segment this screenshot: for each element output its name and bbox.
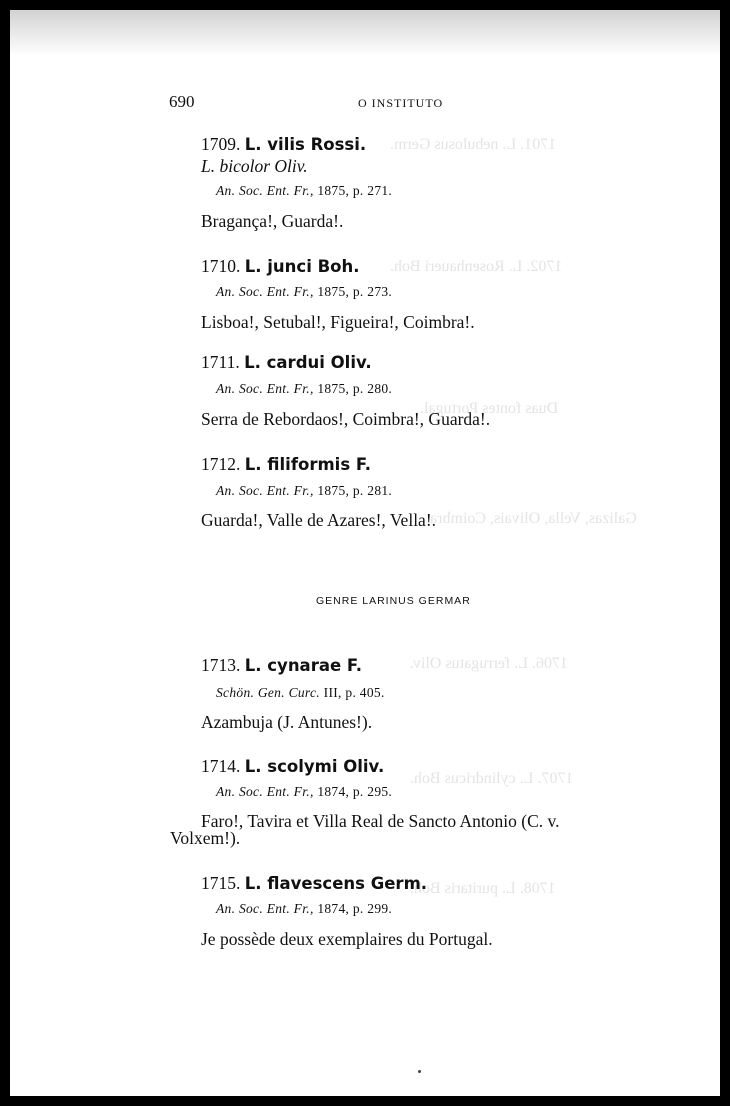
document-page	[10, 10, 720, 1096]
species-name: L. vilis Rossi.	[244, 135, 367, 154]
entry-number: 1711.	[201, 352, 240, 372]
bleed-through: Duas fontes Portugal.	[420, 400, 559, 417]
reference-detail: 1875, p. 271.	[317, 183, 393, 198]
reference-detail: 1875, p. 273.	[317, 284, 393, 299]
entry-1711-heading	[201, 352, 372, 373]
species-name: L. cardui Oliv.	[244, 353, 372, 372]
reference-detail: 1875, p. 281.	[317, 483, 393, 498]
bleed-through: 1702. L. Rosenhaueri Boh.	[390, 258, 563, 275]
entry-1713-heading	[201, 655, 362, 676]
reference-detail: 1874, p. 299.	[317, 901, 393, 916]
entry-number: 1715.	[201, 873, 241, 893]
entry-1709-reference	[216, 183, 392, 199]
bleed-through: 1707. L. cylindricus Boh.	[410, 770, 574, 787]
entry-1715-localities: Je possède deux exemplaires du Portugal.	[201, 929, 493, 949]
genre-heading: GENRE LARINUS GERMAR	[316, 595, 471, 607]
entry-1714-localities-line1: Faro!, Tavira et Villa Real de Sancto Antonio (C. v.	[201, 811, 560, 831]
reference-journal: Schön. Gen. Curc.	[216, 685, 320, 700]
entry-1712-localities: Guarda!, Valle de Azares!, Vella!.	[201, 510, 437, 530]
page-number: 690	[169, 92, 195, 111]
reference-detail: 1874, p. 295.	[317, 784, 393, 799]
species-name: L. junci Boh.	[244, 257, 360, 276]
ink-speck	[418, 1070, 421, 1073]
reference-journal: An. Soc. Ent. Fr.,	[216, 483, 314, 498]
entry-1712-reference	[216, 483, 392, 499]
entry-1710-localities: Lisboa!, Setubal!, Figueira!, Coimbra!.	[201, 312, 475, 332]
entry-number: 1712.	[201, 454, 241, 474]
entry-1714-reference	[216, 784, 392, 800]
entry-number: 1713.	[201, 655, 241, 675]
entry-1712-heading	[201, 454, 371, 475]
entry-1709-synonym: L. bicolor Oliv.	[201, 156, 308, 176]
bleed-through: 1708. L. puritaris Boh.	[410, 880, 556, 897]
reference-journal: An. Soc. Ent. Fr.,	[216, 381, 314, 396]
bleed-through: 1706. L. ferrugatus Oliv.	[410, 655, 569, 672]
reference-journal: An. Soc. Ent. Fr.,	[216, 784, 314, 799]
entry-1710-heading	[201, 256, 360, 277]
entry-1713-reference	[216, 685, 385, 701]
reference-journal: An. Soc. Ent. Fr.,	[216, 901, 314, 916]
entry-1714-localities-line2: Volxem!).	[170, 828, 241, 848]
entry-1709-localities: Bragança!, Guarda!.	[201, 211, 344, 231]
reference-journal: An. Soc. Ent. Fr.,	[216, 284, 314, 299]
scan-shadow	[10, 10, 720, 56]
entry-number: 1710.	[201, 256, 241, 276]
entry-1711-localities: Serra de Rebordaos!, Coimbra!, Guarda!.	[201, 409, 491, 429]
bleed-through: Galizas, Vella, Olivais, Coimbra	[430, 510, 637, 527]
species-name: L. scolymi Oliv.	[244, 757, 385, 776]
species-name: L. filiformis F.	[244, 455, 371, 474]
running-title: O INSTITUTO	[358, 96, 444, 110]
entry-1713-localities: Azambuja (J. Antunes!).	[201, 712, 373, 732]
entry-1715-reference	[216, 901, 392, 917]
entry-1715-heading	[201, 873, 427, 894]
entry-1714-heading	[201, 756, 384, 777]
species-name: L. flavescens Germ.	[244, 874, 428, 893]
entry-number: 1714.	[201, 756, 241, 776]
reference-detail: 1875, p. 280.	[317, 381, 393, 396]
entry-1711-reference	[216, 381, 392, 397]
bleed-through: 1701. L. nebulosus Germ.	[390, 136, 557, 153]
reference-detail: III, p. 405.	[323, 685, 385, 700]
reference-journal: An. Soc. Ent. Fr.,	[216, 183, 314, 198]
species-name: L. cynarae F.	[244, 656, 363, 675]
entry-1709-heading	[201, 134, 366, 155]
entry-number: 1709.	[201, 134, 241, 154]
entry-1710-reference	[216, 284, 392, 300]
